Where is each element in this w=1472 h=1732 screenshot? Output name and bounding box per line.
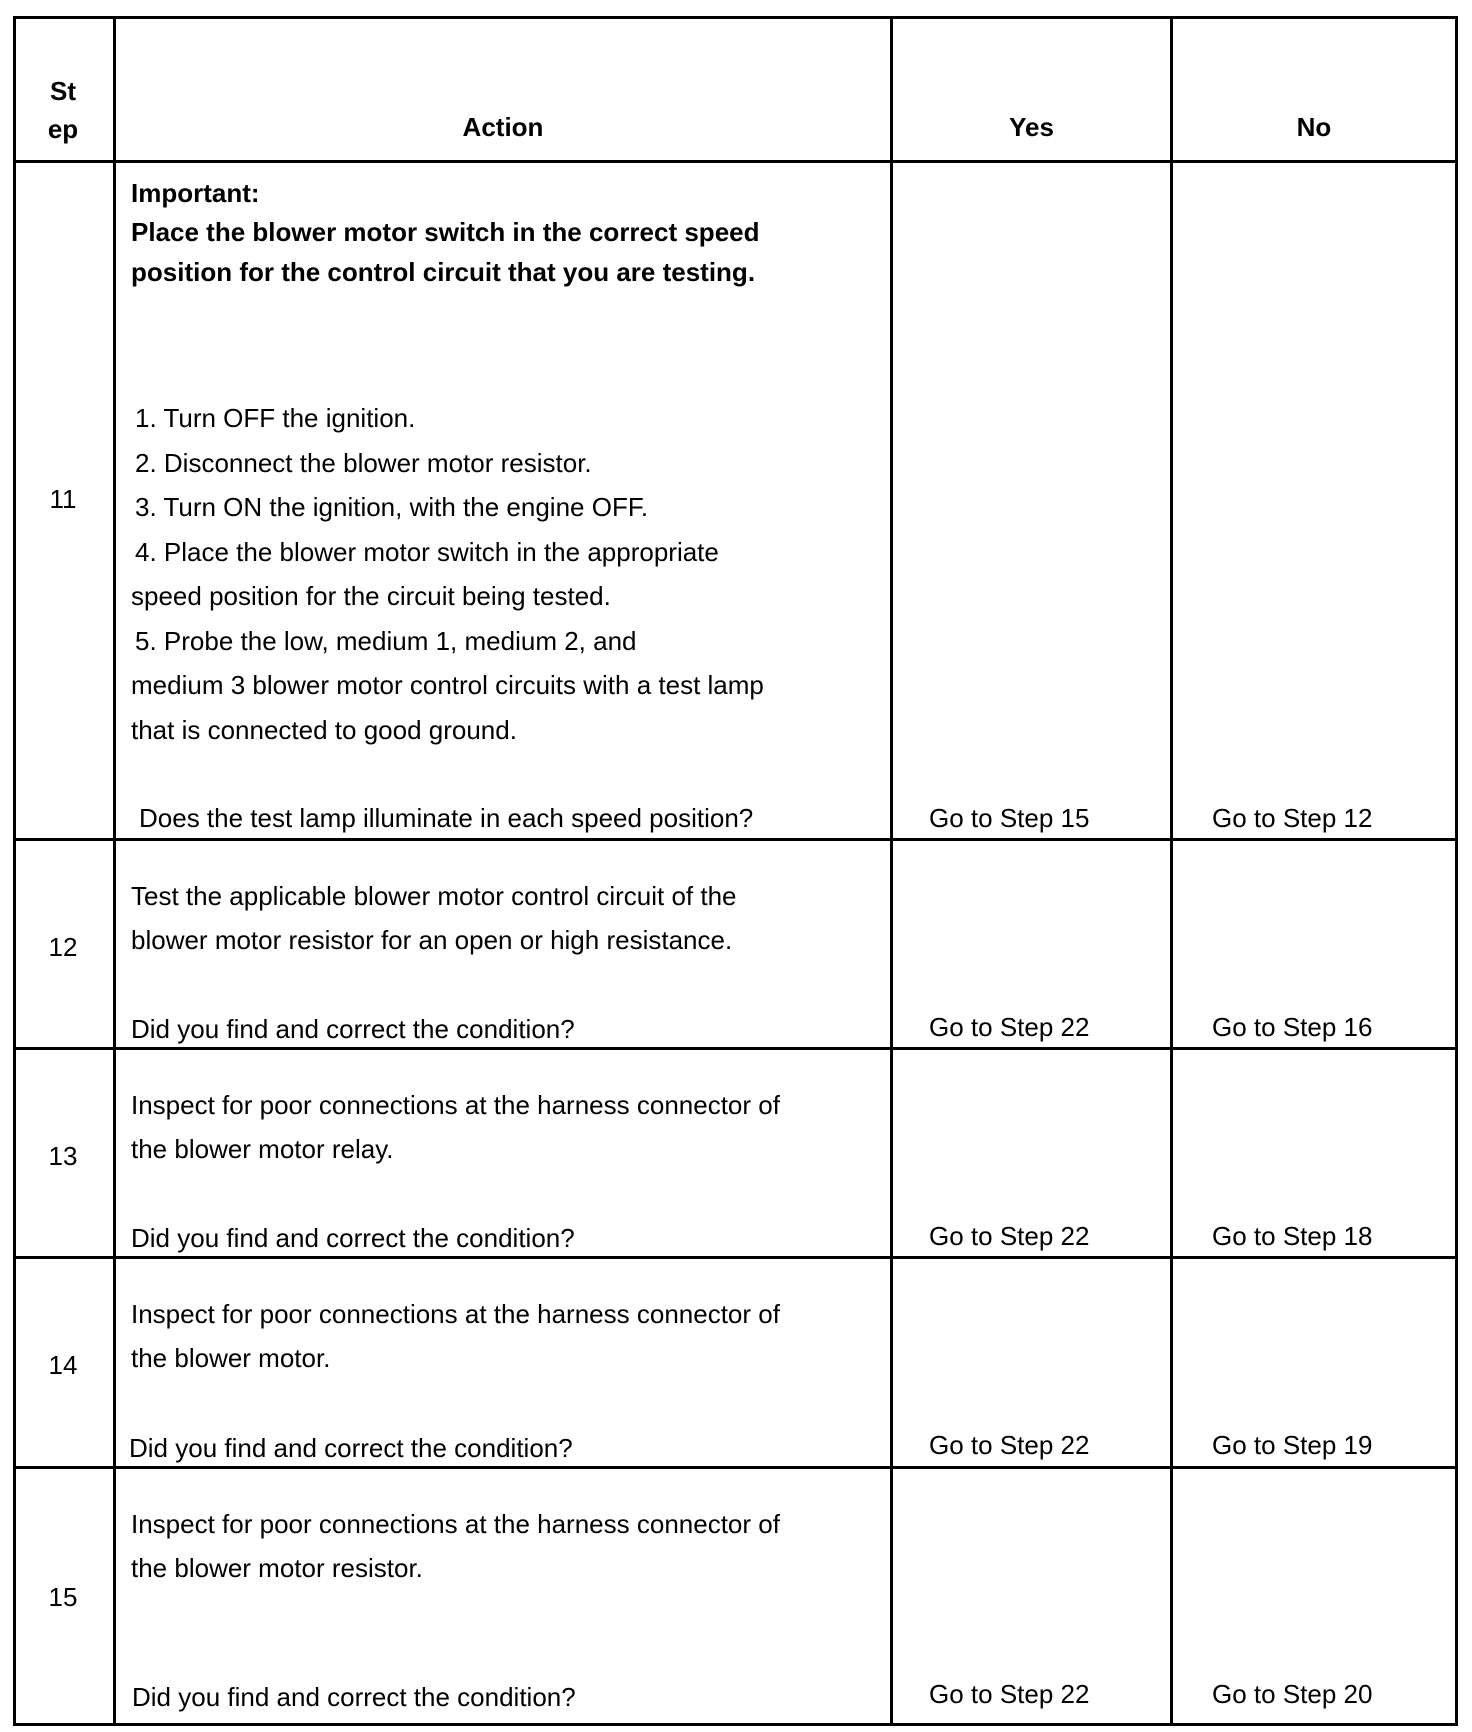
action-text [131,1292,780,1380]
important-label: Important: [131,178,260,208]
step-number: 15 [48,1582,78,1612]
list-item: 1. Turn OFF the ignition. [135,403,416,433]
action-text [131,1083,780,1171]
step-number: 13 [48,1141,78,1171]
important-text-line: position for the control circuit that you are testing. [131,257,756,287]
list-item: speed position for the circuit being tested. [131,581,611,611]
col-divider [13,16,16,1726]
header-step-line2: ep [47,114,79,144]
yes-cell: Go to Step 22 [929,1430,1090,1460]
col-divider [1455,16,1458,1726]
important-text [131,212,760,292]
header-yes: Yes [1009,112,1054,142]
no-cell: Go to Step 16 [1212,1012,1373,1042]
step-number: 12 [48,932,78,962]
yes-cell: Go to Step 22 [929,1221,1090,1251]
action-text [131,874,737,962]
action-line: Inspect for poor connections at the harness connector of [131,1509,780,1539]
yes-cell: Go to Step 22 [929,1012,1090,1042]
list-item: 3. Turn ON the ignition, with the engine OFF. [135,492,649,522]
list-item: that is connected to good ground. [131,714,517,745]
col-divider [890,16,893,1726]
step-number: 14 [48,1350,78,1380]
action-line: Inspect for poor connections at the harness connector of [131,1299,780,1329]
action-line: the blower motor. [131,1343,331,1373]
step-list [131,396,764,752]
no-cell: Go to Step 18 [1212,1221,1373,1251]
yes-cell: Go to Step 15 [929,803,1090,833]
list-item: medium 3 blower motor control circuits with a test lamp [131,670,764,700]
yes-cell: Go to Step 22 [929,1679,1090,1709]
question: Did you find and correct the condition? [131,1014,575,1044]
no-cell: Go to Step 19 [1212,1430,1373,1460]
header-step-line1: St [50,76,76,106]
action-line: Test the applicable blower motor control circuit of the [131,881,737,911]
list-item: 5. Probe the low, medium 1, medium 2, and [135,625,637,656]
list-item: 2. Disconnect the blower motor resistor. [135,447,592,478]
important-text-line: Place the blower motor switch in the correct speed [131,217,760,247]
header-no: No [1296,112,1332,142]
action-text [131,1502,780,1590]
action-line: the blower motor relay. [131,1134,394,1164]
no-cell: Go to Step 20 [1212,1679,1373,1709]
question: Did you find and correct the condition? [129,1433,573,1463]
action-line: blower motor resistor for an open or high resistance. [131,925,733,955]
question: Does the test lamp illuminate in each speed position? [139,803,754,833]
question: Did you find and correct the condition? [131,1223,575,1253]
header-step [13,72,113,148]
diagnostic-table [13,16,1458,1726]
action-line: the blower motor resistor. [131,1553,423,1583]
header-action: Action [462,112,544,142]
question: Did you find and correct the condition? [132,1682,576,1712]
col-divider [1170,16,1173,1726]
action-line: Inspect for poor connections at the harness connector of [131,1090,780,1120]
list-item: 4. Place the blower motor switch in the appropriate [135,536,719,567]
no-cell: Go to Step 12 [1212,803,1373,833]
step-number: 11 [49,484,77,514]
col-divider [113,16,116,1726]
